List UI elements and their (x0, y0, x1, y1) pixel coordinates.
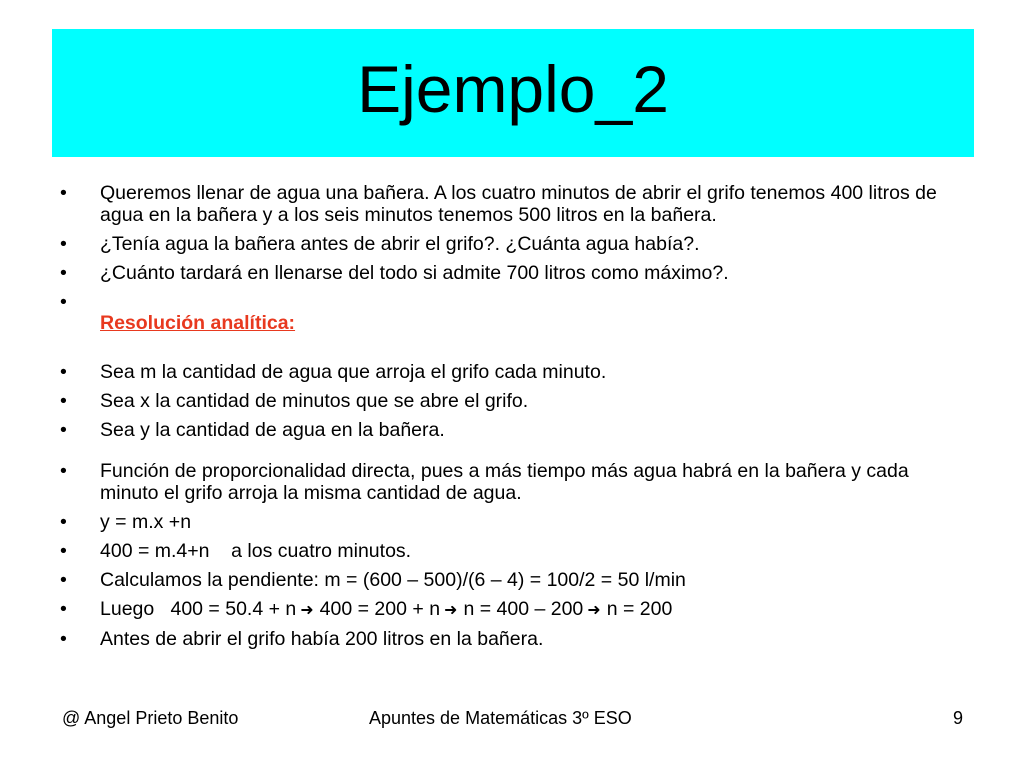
bullet-define-y (60, 419, 960, 441)
bullet-text: Sea m la cantidad de agua que arroja el grifo cada minuto. (100, 361, 607, 383)
footer (0, 708, 1024, 730)
bullet-text: y = m.x +n (100, 511, 192, 533)
bullet-slope (60, 569, 960, 591)
footer-author: @ Angel Prieto Benito (62, 708, 239, 728)
bullet-text: Sea y la cantidad de agua en la bañera. (100, 419, 445, 441)
bullet-text: Sea x la cantidad de minutos que se abre el grifo. (100, 390, 529, 412)
bullet-define-m (60, 361, 960, 383)
bullet-text: Queremos llenar de agua una bañera. A los cuatro minutos de abrir el grifo tenemos 400 litros de agua en la bañera y a los seis minutos tenemos 500 litros en la bañera. (100, 182, 937, 226)
bullet-text-part-1: Luego 400 = 50.4 + n (100, 598, 297, 620)
bullet-question-1 (60, 233, 960, 255)
bullet-function-type (60, 460, 960, 504)
bullet-list (60, 182, 960, 657)
bullet-text-part-2: 400 = 200 + n (319, 598, 441, 620)
bullet-define-x (60, 390, 960, 412)
slide-title: Ejemplo_2 (357, 52, 669, 126)
bullet-conclusion (60, 628, 960, 650)
bullet-text: ¿Cuánto tardará en llenarse del todo si admite 700 litros como máximo?. (100, 262, 729, 284)
bullet-text: 400 = m.4+n a los cuatro minutos. (100, 540, 412, 562)
bullet-section-heading (60, 291, 960, 334)
bullet-substitution (60, 540, 960, 562)
bullet-text-part-4: n = 200 (606, 598, 673, 620)
bullet-problem-statement (60, 182, 960, 226)
arrow-right-icon: ➜ (300, 600, 314, 619)
bullet-text: ¿Tenía agua la bañera antes de abrir el grifo?. ¿Cuánta agua había?. (100, 233, 700, 255)
bullet-text: Calculamos la pendiente: m = (600 – 500)/(6 – 4) = 100/2 = 50 l/min (100, 569, 686, 591)
arrow-right-icon: ➜ (444, 600, 458, 619)
title-bar (52, 29, 974, 157)
section-heading: • Resolución analítica: (100, 312, 296, 334)
bullet-text: Antes de abrir el grifo había 200 litros en la bañera. (100, 628, 544, 650)
page-number: 9 (953, 708, 964, 728)
footer-course: Apuntes de Matemáticas 3º ESO (369, 708, 632, 728)
bullet-text: Función de proporcionalidad directa, pues a más tiempo más agua habrá en la bañera y cada minuto el grifo arroja la misma cantidad de agua. (100, 460, 909, 504)
bullet-equation (60, 511, 960, 533)
bullet-solve-n (60, 598, 960, 621)
arrow-right-icon: ➜ (587, 600, 601, 619)
bullet-text-part-3: n = 400 – 200 (463, 598, 584, 620)
bullet-question-2 (60, 262, 960, 284)
